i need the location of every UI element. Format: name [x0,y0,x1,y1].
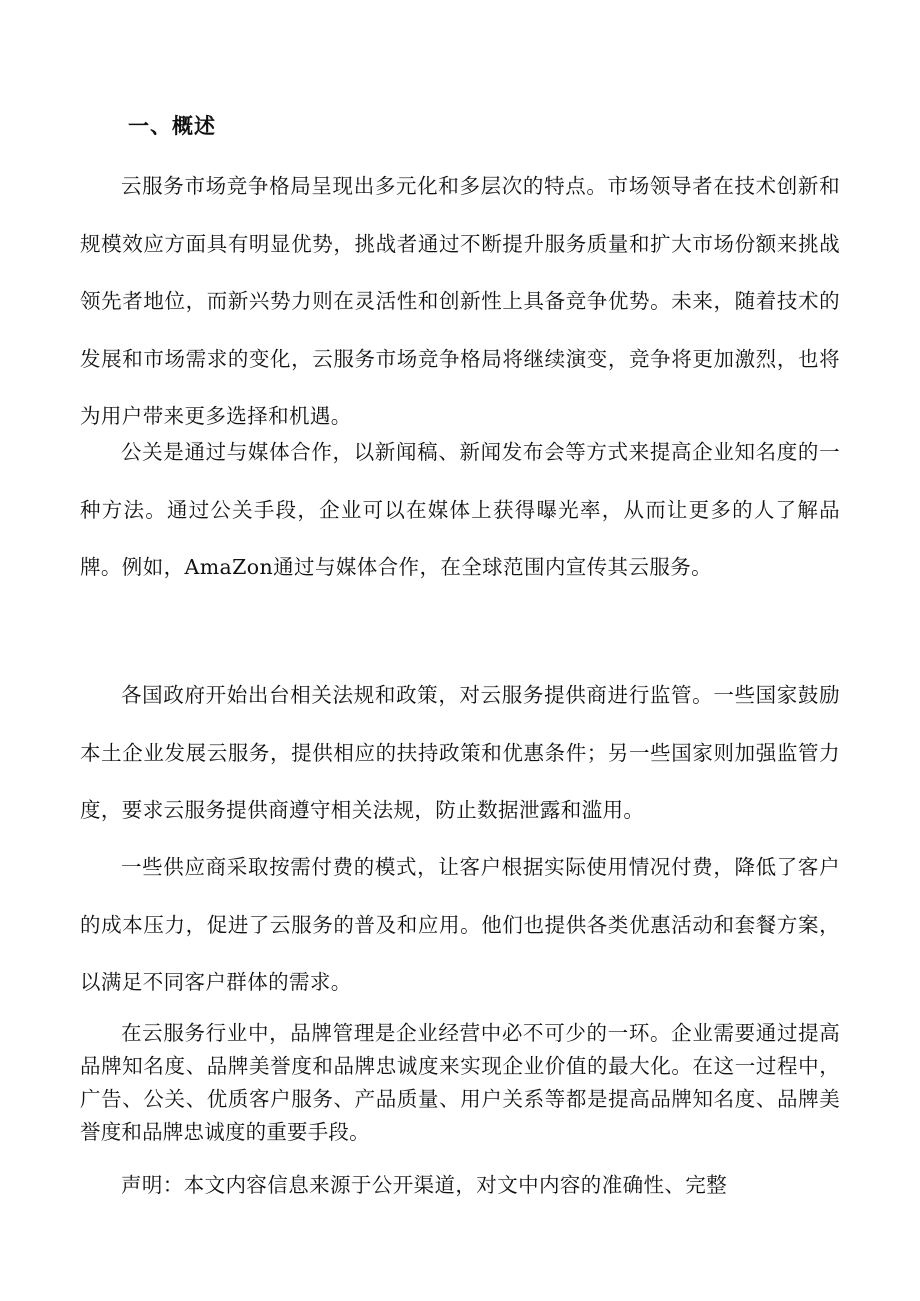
paragraph-market-competition: 云服务市场竞争格局呈现出多元化和多层次的特点。市场领导者在技术创新和规模效应方面具有明显优势，挑战者通过不断提升服务质量和扩大市场份额来挑战领先者地位，而新兴势力则在灵活性和创新性上具备竞争优势。未来，随着技术的发展和市场需求的变化，云服务市场竞争格局将继续演变，竞争将更加激烈，也将为用户带来更多选择和机遇。 [80,174,840,428]
paragraph-disclaimer: 声明：本文内容信息来源于公开渠道，对文中内容的准确性、完整 [121,1173,728,1197]
paragraph-public-relations: 公关是通过与媒体合作，以新闻稿、新闻发布会等方式来提高企业知名度的一种方法。通过公关手段，企业可以在媒体上获得曝光率，从而让更多的人了解品牌。例如，AmaZon通过与媒体合作，在全球范围内宣传其云服务。 [80,440,840,579]
paragraph-pay-as-you-go: 一些供应商采取按需付费的模式，让客户根据实际使用情况付费，降低了客户的成本压力，促进了云服务的普及和应用。他们也提供各类优惠活动和套餐方案，以满足不同客户群体的需求。 [80,855,840,994]
section-heading: 一、概述 [128,114,216,138]
paragraph-brand-management: 在云服务行业中，品牌管理是企业经营中必不可少的一环。企业需要通过提高品牌知名度、品牌美誉度和品牌忠诚度来实现企业价值的最大化。在这一过程中，广告、公关、优质客户服务、产品质量、用户关系等都是提高品牌知名度、品牌美誉度和品牌忠诚度的重要手段。 [80,1021,840,1144]
paragraph-government-regulation: 各国政府开始出台相关法规和政策，对云服务提供商进行监管。一些国家鼓励本土企业发展云服务，提供相应的扶持政策和优惠条件；另一些国家则加强监管力度，要求云服务提供商遵守相关法规，防止数据泄露和滥用。 [80,683,840,822]
